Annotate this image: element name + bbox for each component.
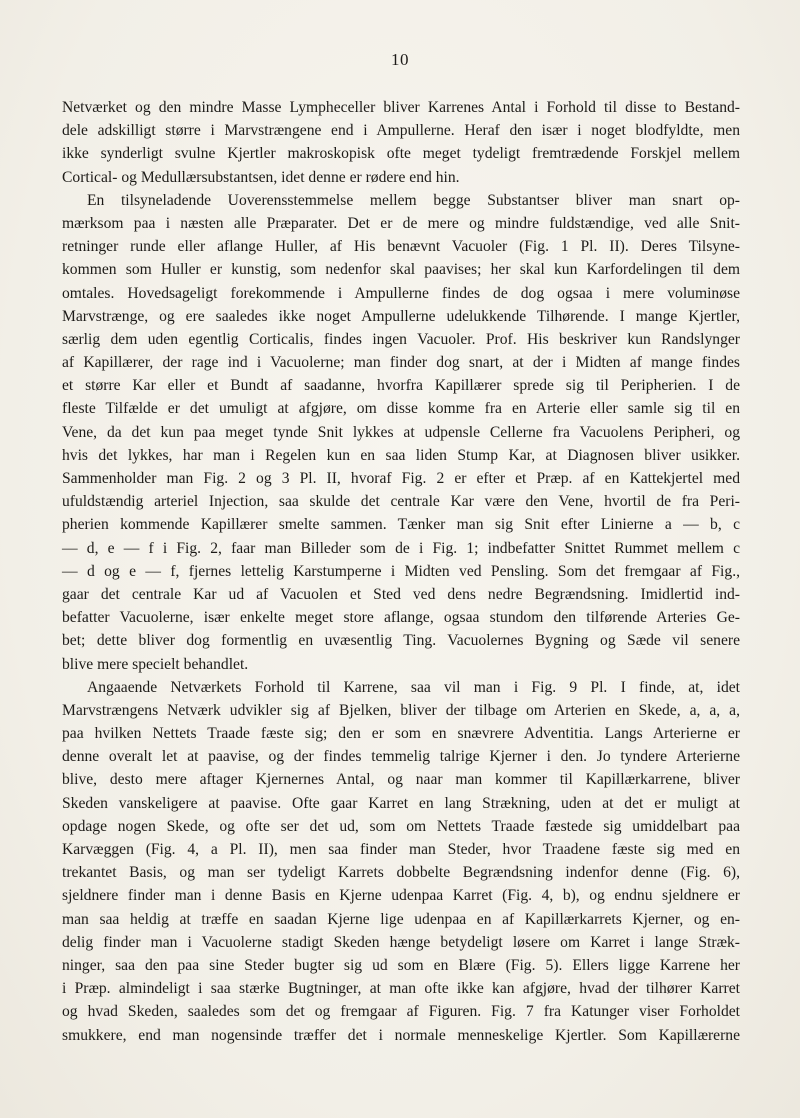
text-line: Skeden vanskeligere at paavise. Ofte gaar Karret en lang Strækning, uden at det er muligt at: [62, 794, 740, 812]
text-line: Cortical- og Medullærsubstantsen, idet denne er rødere end hin.: [62, 168, 460, 186]
text-line: pherien kommende Kapillærer smelte sammen. Tænker man sig Snit efter Linierne a — b, c: [62, 516, 740, 534]
text-line: ikke synderligt svulne Kjertler makroskopisk ofte meget tydeligt fremtrædende Forskjel mellem: [62, 145, 740, 163]
text-line: kommen som Huller er kunstig, som nedenfor skal paavises; her skal kun Karfordelingen til dem: [62, 261, 740, 279]
text-line: Vene, da det kun paa meget tynde Snit lykkes at udpensle Cellerne fra Vacuolens Peripheri, og: [62, 423, 740, 441]
paragraph: [62, 676, 740, 1047]
text-line: og hvad Skeden, saaledes som det og fremgaar af Figuren. Fig. 7 fra Katunger viser Forholdet: [62, 1003, 740, 1021]
text-line: blive, desto mere aftager Kjernernes Antal, og naar man kommer til Kapillærkarrene, bliver: [62, 771, 740, 789]
paragraph: [62, 189, 740, 676]
text-line: delig finder man i Vacuolerne stadigt Skeden hænge betydeligt løsere om Karret i lange Stræk-: [62, 933, 740, 951]
text-line: dele adskilligt større i Marvstrængene end i Ampullerne. Heraf den især i noget blodfyldte, men: [62, 122, 740, 140]
text-line: Angaaende Netværkets Forhold til Karrene, saa vil man i Fig. 9 Pl. I finde, at, idet: [87, 678, 740, 696]
text-line: ufuldstændig arteriel Injection, saa skulde det centrale Kar være den Vene, hvortil de fra Peri-: [62, 493, 740, 511]
text-line: blive mere specielt behandlet.: [62, 655, 249, 673]
text-line: Sammenholder man Fig. 2 og 3 Pl. II, hvoraf Fig. 2 er efter et Præp. af en Kattekjertel med: [62, 470, 740, 487]
text-line: Marvstrængens Netværk udvikler sig af Bjelken, bliver der tilbage om Arterien en Skede, a, a, a,: [62, 701, 740, 719]
text-line: En tilsyneladende Uoverensstemmelse mellem begge Substantser bliver man snart op-: [87, 191, 740, 209]
text-line: Marvstrænge, og ere saaledes ikke noget Ampullerne udelukkende Tilhørende. I mange Kjertler,: [62, 307, 740, 325]
page-number: 10: [391, 50, 409, 69]
text-line: fleste Tilfælde er det umuligt at afgjøre, om disse komme fra en Arterie eller samle sig til en: [62, 400, 740, 418]
text-line: gaar det centrale Kar ud af Vacuolen et Sted ved dens nedre Begrændsning. Imidlertid ind-: [62, 585, 740, 603]
text-line: sjeldnere finder man i denne Basis en Kjerne udenpaa Karret (Fig. 4, b), og endnu sjeldnere er: [62, 887, 740, 905]
text-line: Karvæggen (Fig. 4, a Pl. II), men saa finder man Steder, hvor Traadene fæste sig med en: [62, 841, 740, 858]
text-line: man saa heldig at træffe en saadan Kjerne lige udenpaa en af Kapillærkarrets Kjerner, og en-: [62, 910, 740, 928]
text-line: hvis det lykkes, har man i Regelen kun en saa liden Stump Kar, at Diagnosen bliver usikker.: [62, 446, 740, 464]
text-line: — d og e — f, fjernes lettelig Karstumperne i Midten ved Pensling. Som det fremgaar af Fig.,: [62, 562, 740, 580]
text-line: mærksom paa i næsten alle Præparater. Det er de mere og mindre fuldstændige, ved alle Snit-: [62, 214, 740, 232]
text-line: trekantet Basis, og man ser tydeligt Karrets dobbelte Begrændsning indenfor denne (Fig. 6),: [62, 864, 740, 882]
text-line: særlig dem uden egentlig Corticalis, findes ingen Vacuoler. Prof. His beskriver kun Randslynger: [62, 330, 740, 348]
text-line: bet; dette bliver dog formentlig en uvæsentlig Ting. Vacuolernes Bygning og Sæde vil senere: [62, 632, 740, 650]
text-line: ninger, saa den paa sine Steder bugter sig ud som en Blære (Fig. 5). Ellers ligge Karrene her: [62, 956, 740, 974]
text-line: omtales. Hovedsageligt forekommende i Ampullerne findes de dog ogsaa i mere voluminøse: [62, 284, 740, 302]
text-line: et større Kar eller et Bundt af saadanne, hvorfra Kapillærer sprede sig til Peripherien. I de: [62, 377, 740, 395]
text-line: Netværket og den mindre Masse Lympheceller bliver Karrenes Antal i Forhold til disse to Bestand-: [62, 99, 740, 116]
text-line: retninger runde eller aflange Huller, af His benævnt Vacuoler (Fig. 1 Pl. II). Deres Tilsyne-: [62, 238, 740, 256]
text-line: — d, e — f i Fig. 2, faar man Billeder som de i Fig. 1; indbefatter Snittet Rummet mellem c: [62, 539, 740, 557]
text-line: smukkere, end man nogensinde træffer det i normale menneskelige Kjertler. Som Kapillærerne: [62, 1026, 740, 1044]
body-text: [62, 96, 740, 1047]
text-line: i Præp. almindeligt i saa stærke Bugtninger, at man ofte ikke kan afgjøre, hvad der tilhører Karret: [62, 980, 740, 998]
text-line: opdage nogen Skede, og ofte ser det ud, som om Nettets Traade fæstede sig umiddelbart paa: [62, 817, 740, 835]
text-line: befatter Vacuolerne, især enkelte meget store aflange, ogsaa stundom den tilførende Arteries Ge-: [62, 609, 740, 627]
text-line: denne overalt let at paavise, og der findes temmelig talrige Kjerner i den. Jo tyndere Arterierne: [62, 748, 740, 766]
text-line: paa hvilken Nettets Traade fæste sig; den er som en snævrere Adventitia. Langs Arterierne er: [62, 725, 740, 743]
paragraph: [62, 96, 740, 189]
text-line: af Kapillærer, der rage ind i Vacuolerne; man finder dog snart, at der i Midten af mange findes: [62, 354, 740, 372]
